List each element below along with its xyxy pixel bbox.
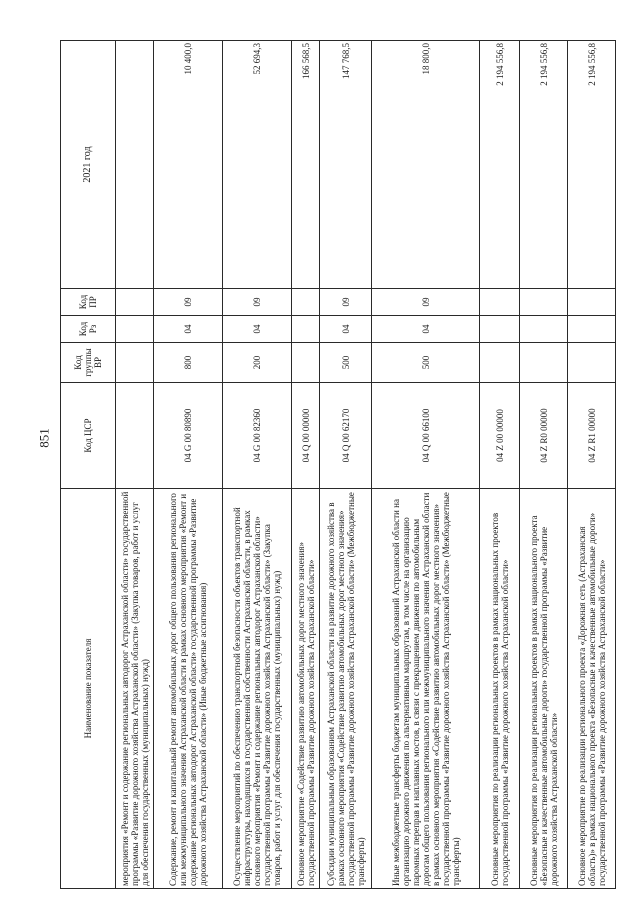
row-pr bbox=[520, 289, 568, 316]
row-pr bbox=[116, 289, 154, 316]
table-row bbox=[154, 41, 223, 889]
row-rz bbox=[568, 316, 616, 343]
row-pr: 09 bbox=[372, 289, 480, 316]
table-header bbox=[61, 41, 116, 889]
row-sum: 2 194 556,8 bbox=[568, 41, 616, 289]
row-rz bbox=[520, 316, 568, 343]
row-vr bbox=[520, 343, 568, 383]
row-sum: 166 568,5 bbox=[292, 41, 320, 289]
row-vr: 200 bbox=[223, 343, 292, 383]
row-csr bbox=[116, 383, 154, 489]
row-csr: 04 Z R1 00000 bbox=[568, 383, 616, 489]
row-sum: 147 768,5 bbox=[320, 41, 372, 289]
row-sum: 2 194 556,8 bbox=[520, 41, 568, 289]
table-row bbox=[223, 41, 292, 889]
row-sum bbox=[116, 41, 154, 289]
page-number: 851 bbox=[36, 428, 52, 448]
row-name: Содержание, ремонт и капитальный ремонт автомобильных дорог общего пользования регионального или межмуниципального значения Астраханской области в рамках основного мероприятия «Ремонт и содержание региональных автодорог Астраханской области» государственной программы «Развитие дорожного хозяйства Астраханской области» (Иные бюджетные ассигнования) bbox=[154, 489, 223, 889]
row-rz: 04 bbox=[320, 316, 372, 343]
table-row bbox=[520, 41, 568, 889]
budget-table bbox=[60, 40, 616, 889]
row-csr: 04 Q 00 62170 bbox=[320, 383, 372, 489]
row-name: мероприятия «Ремонт и содержание региональных автодорог Астраханской области» государственной программы «Развитие дорожного хозяйства Астраханской области» (Закупка товаров, работ и услуг для обеспечения государственных (муниципальных) нужд) bbox=[116, 489, 154, 889]
table-row bbox=[372, 41, 480, 889]
row-name: Основное мероприятие «Содействие развитию автомобильных дорог местного значения» государственной программы «Развитие дорожного хозяйства Астраханской области» bbox=[292, 489, 320, 889]
header-vr: Код группы ВР bbox=[61, 343, 116, 383]
table-row bbox=[116, 41, 154, 889]
row-vr: 800 bbox=[154, 343, 223, 383]
table-row bbox=[480, 41, 520, 889]
row-rz bbox=[292, 316, 320, 343]
row-csr: 04 Z R0 00000 bbox=[520, 383, 568, 489]
row-name: Осуществление мероприятий по обеспечению транспортной безопасности объектов транспортной инфраструктуры, находящихся в государственной собственности Астраханской области, в рамках основного мероприятия «Ремонт и содержание региональных автодорог Астраханской области» государственной программы «Развитие дорожного хозяйства Астраханской области» (Закупка товаров, работ и услуг для обеспечения государственных (муниципальных) нужд) bbox=[223, 489, 292, 889]
row-csr: 04 G 00 82360 bbox=[223, 383, 292, 489]
row-rz: 04 bbox=[223, 316, 292, 343]
header-rz: Код Рз bbox=[61, 316, 116, 343]
row-vr bbox=[568, 343, 616, 383]
row-sum: 2 194 556,8 bbox=[480, 41, 520, 289]
rotated-page bbox=[60, 41, 607, 889]
row-name: Субсидии муниципальным образованиям Астраханской области на развитие дорожного хозяйства в рамках основного мероприятия «Содействие развитию автомобильных дорог местного значения» государственной программы «Развитие дорожного хозяйства Астраханской области» (Межбюджетные трансферты) bbox=[320, 489, 372, 889]
table-container bbox=[60, 41, 607, 889]
row-sum: 18 800,0 bbox=[372, 41, 480, 289]
row-vr bbox=[480, 343, 520, 383]
row-pr: 09 bbox=[320, 289, 372, 316]
header-sum: 2021 год bbox=[61, 41, 116, 289]
row-pr bbox=[568, 289, 616, 316]
header-csr: Код ЦСР bbox=[61, 383, 116, 489]
table-row bbox=[568, 41, 616, 889]
header-pr: Код ПР bbox=[61, 289, 116, 316]
row-pr bbox=[480, 289, 520, 316]
row-vr: 500 bbox=[320, 343, 372, 383]
row-pr: 09 bbox=[154, 289, 223, 316]
row-name: Иные межбюджетные трансферты бюджетам муниципальных образований Астраханской области на организацию дорожного движения по альтернативным маршрутам, в том числе на организацию паромных переправ и наплавных мостов, в связи с прекращением движения по автомобильным дорогам общего пользования регионального или межмуниципального значения Астраханской области в рамках основного мероприятия «Содействие развитию автомобильных дорог местного значения» государственной программы «Развитие дорожного хозяйства Астраханской области» (Межбюджетные трансферты) bbox=[372, 489, 480, 889]
row-name: Основные мероприятия по реализации региональных проектов в рамках национального проекта «Безопасные и качественные автомобильные дороги» государственной программы «Развитие дорожного хозяйства Астраханской области» bbox=[520, 489, 568, 889]
row-vr bbox=[292, 343, 320, 383]
row-vr: 500 bbox=[372, 343, 480, 383]
row-pr: 09 bbox=[223, 289, 292, 316]
row-rz bbox=[116, 316, 154, 343]
row-csr: 04 Z 00 00000 bbox=[480, 383, 520, 489]
row-rz: 04 bbox=[372, 316, 480, 343]
row-csr: 04 Q 00 66100 bbox=[372, 383, 480, 489]
table-row bbox=[320, 41, 372, 889]
row-sum: 52 694,3 bbox=[223, 41, 292, 289]
row-name: Основные мероприятия по реализации региональных проектов в рамках национальных проектов государственной программы «Развитие дорожного хозяйства Астраханской области» bbox=[480, 489, 520, 889]
row-vr bbox=[116, 343, 154, 383]
row-name: Основное мероприятие по реализации регионального проекта «Дорожная сеть (Астраханская область)» в рамках национального проекта «Безопасные и качественные автомобильные дороги» государственной программы «Развитие дорожного хозяйства Астраханской области» bbox=[568, 489, 616, 889]
row-rz: 04 bbox=[154, 316, 223, 343]
row-csr: 04 G 00 80890 bbox=[154, 383, 223, 489]
row-rz bbox=[480, 316, 520, 343]
table-row bbox=[292, 41, 320, 889]
header-name: Наименование показателя bbox=[61, 489, 116, 889]
row-csr: 04 Q 00 00000 bbox=[292, 383, 320, 489]
row-sum: 10 400,0 bbox=[154, 41, 223, 289]
row-pr bbox=[292, 289, 320, 316]
